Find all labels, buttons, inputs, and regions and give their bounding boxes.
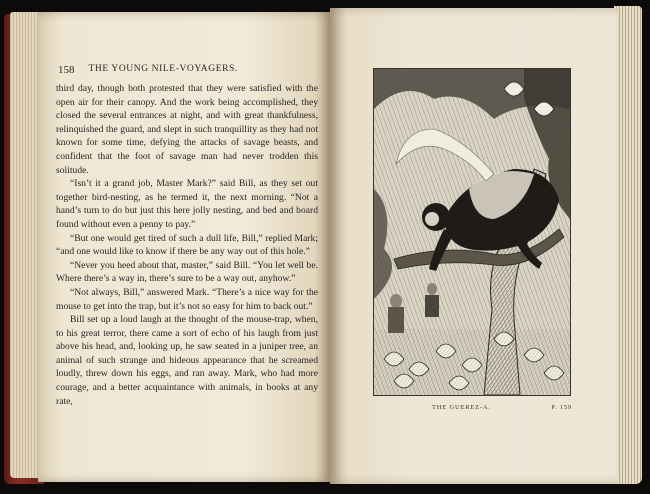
body-text <box>56 82 318 408</box>
engraving-illustration <box>373 68 571 396</box>
paragraph-6: Bill set up a loud laugh at the thought of the mouse-trap, when, to his great terror, there came a sort of echo of his laugh from just above his head, and, looking up, he saw seated in a juniper tree, an animal of such strange and hideous appearance that he screamed loudly, threw down his eggs, and ran away. Mark, who had more courage, and a better acquaintance with animals, in books at any rate, <box>56 314 318 407</box>
illustration-caption <box>376 404 572 411</box>
right-page-edges <box>614 6 642 484</box>
caption-page-ref: P. 159 <box>551 404 572 411</box>
paragraph-1: third day, though both protested that they were satisfied with the open air for their canopy. And the work being accomplished, they closed the several entrances at night, and with great thankfulness, relinquished the guard, and slept in such tranquillity as they had not known for some time, defying the attacks of savage beasts, and confident that the foot of savage man had never trodden this solitude. <box>56 83 318 176</box>
running-head <box>58 64 316 76</box>
paragraph-4: “Never you heed about that, master,” said Bill. “You let well be. Where there’s a way in, there’s sure to be a way out, anyhow.” <box>56 259 318 285</box>
monkey-in-tree-engraving <box>374 69 570 395</box>
running-head-title: THE YOUNG NILE-VOYAGERS. <box>88 64 238 74</box>
paragraph-5: “Not always, Bill,” answered Mark. “There’s a nice way for the mouse to get into the trap, but it’s not so easy for him to back out.” <box>56 286 318 312</box>
paragraph-2: “Isn’t it a grand job, Master Mark?” said Bill, as they set out together bird-nesting, as he termed it, the next morning. “Not a hand’s turn to do but just this here jolly nesting, and bed and board found without even a penny to pay.” <box>56 178 318 230</box>
page-number: 158 <box>58 64 75 76</box>
paragraph-3: “But one would get tired of such a dull life, Bill,” replied Mark; “and one would like to know if there be any way out of this hole.” <box>56 232 318 258</box>
caption-title: THE GUEREZ-A. <box>432 404 491 411</box>
